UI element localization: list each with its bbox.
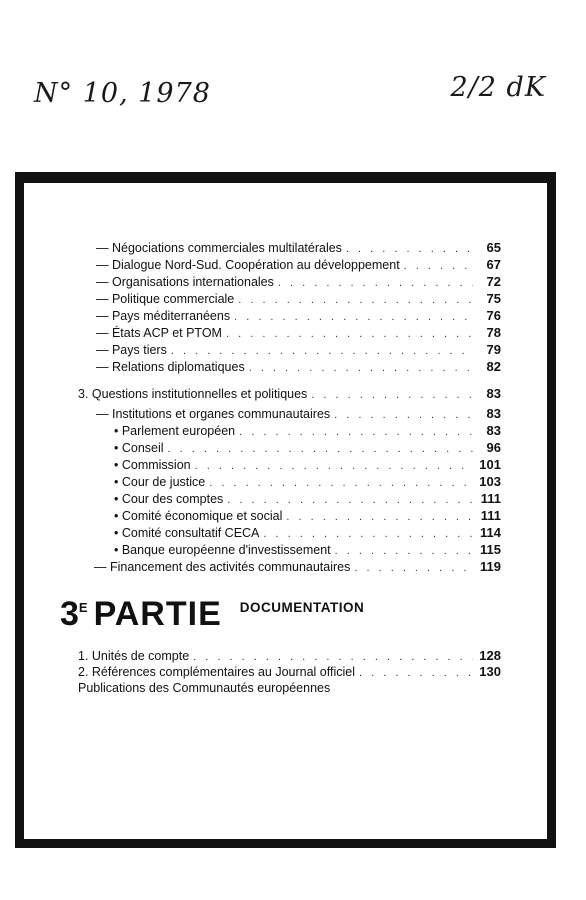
dot-leader xyxy=(346,241,473,257)
toc-entry-label: • Cour de justice xyxy=(114,475,206,489)
toc-entry-page: 111 xyxy=(480,491,501,506)
toc-entry-page: 115 xyxy=(480,542,501,557)
toc-entry-page: 75 xyxy=(486,291,501,306)
dot-leader xyxy=(238,292,473,308)
toc-entry-page: 67 xyxy=(486,257,501,272)
toc-entry-label: • Cour des comptes xyxy=(114,492,224,506)
part-superscript: E xyxy=(78,600,88,615)
toc-entry xyxy=(78,664,501,681)
toc-entry-label: 2. Références complémentaires au Journal officiel xyxy=(78,665,355,679)
dot-leader xyxy=(354,560,473,576)
handwritten-issue-number: N° 10, 1978 xyxy=(34,78,211,109)
toc-entry xyxy=(96,342,501,359)
toc-entry xyxy=(78,648,501,665)
toc-entry-label: • Banque européenne d'investissement xyxy=(114,543,331,557)
toc-entry-label: — Négociations commerciales multilatérales xyxy=(96,241,342,255)
toc-entry-label: 3. Questions institutionnelles et politiques xyxy=(78,387,308,401)
toc-entry-label: • Comité consultatif CECA xyxy=(114,526,260,540)
toc-entry-label: — Relations diplomatiques xyxy=(96,360,245,374)
toc-subentry xyxy=(114,542,501,559)
dot-leader xyxy=(334,407,473,423)
toc-entry-page: 128 xyxy=(479,648,501,663)
toc-entry-page: 83 xyxy=(486,386,501,401)
toc-subentry xyxy=(114,491,501,508)
toc-subentry xyxy=(114,423,501,440)
toc-entry-page: 79 xyxy=(486,342,501,357)
toc-entry-label: • Conseil xyxy=(114,441,164,455)
part-number: 3 xyxy=(60,595,79,633)
toc-subentry xyxy=(114,440,501,457)
toc-entry xyxy=(96,240,501,257)
toc-entry-label: — États ACP et PTOM xyxy=(96,326,222,340)
toc-entry-label: • Commission xyxy=(114,458,191,472)
toc-entry-page: 83 xyxy=(486,423,501,438)
toc-entry-page: 114 xyxy=(480,525,501,540)
toc-entry-page: 65 xyxy=(486,240,501,255)
dot-leader xyxy=(286,509,473,525)
toc-entry xyxy=(96,325,501,342)
dot-leader xyxy=(193,649,473,665)
toc-entry-label: — Institutions et organes communautaires xyxy=(96,407,331,421)
toc-entry xyxy=(96,257,501,274)
toc-entry-label: • Parlement européen xyxy=(114,424,236,438)
toc-entry xyxy=(96,291,501,308)
dot-leader xyxy=(239,424,473,440)
toc-section-heading xyxy=(78,386,501,403)
toc-entry xyxy=(96,359,501,376)
toc-entry-page: 72 xyxy=(486,274,501,289)
toc-closing-line: Publications des Communautés européennes xyxy=(78,681,331,695)
dot-leader xyxy=(249,360,473,376)
toc-entry-label: — Politique commerciale xyxy=(96,292,235,306)
part-title: PARTIE xyxy=(93,595,222,633)
dot-leader xyxy=(404,258,473,274)
toc-entry-label: — Financement des activités communautaires xyxy=(94,560,351,574)
toc-subentry xyxy=(114,474,501,491)
dot-leader xyxy=(195,458,473,474)
toc-entry-page: 78 xyxy=(486,325,501,340)
dot-leader xyxy=(226,326,473,342)
toc-entry xyxy=(96,308,501,325)
toc-entry-label: — Pays tiers xyxy=(96,343,167,357)
dot-leader xyxy=(278,275,473,291)
toc-subentry xyxy=(114,525,501,542)
toc-entry-page: 96 xyxy=(486,440,501,455)
toc-entry xyxy=(96,274,501,291)
toc-entry-page: 101 xyxy=(479,457,501,472)
dot-leader xyxy=(335,543,473,559)
dot-leader xyxy=(311,387,473,403)
dot-leader xyxy=(209,475,473,491)
toc-entry-page: 83 xyxy=(486,406,501,421)
handwritten-page-mark: 2/2 dK xyxy=(450,72,546,103)
part-heading xyxy=(60,596,364,632)
dot-leader xyxy=(171,343,473,359)
toc-entry-label: — Pays méditerranéens xyxy=(96,309,231,323)
toc-entry-label: — Dialogue Nord-Sud. Coopération au développement xyxy=(96,258,400,272)
toc-entry xyxy=(94,559,501,576)
toc-entry-page: 119 xyxy=(480,559,501,574)
toc-entry-label: — Organisations internationales xyxy=(96,275,274,289)
toc-entry-page: 76 xyxy=(486,308,501,323)
dot-leader xyxy=(227,492,473,508)
toc-entry-page: 130 xyxy=(479,664,501,679)
part-subtitle: DOCUMENTATION xyxy=(239,600,365,615)
dot-leader xyxy=(168,441,473,457)
dot-leader xyxy=(234,309,473,325)
toc-subentry xyxy=(114,508,501,525)
toc-entry-page: 82 xyxy=(486,359,501,374)
toc-entry-page: 103 xyxy=(479,474,501,489)
dot-leader xyxy=(359,665,473,681)
toc-entry-page: 111 xyxy=(480,508,501,523)
toc-entry xyxy=(96,406,501,423)
toc-entry-label: 1. Unités de compte xyxy=(78,649,190,663)
dot-leader xyxy=(263,526,473,542)
toc-subentry xyxy=(114,457,501,474)
toc-entry-label: • Comité économique et social xyxy=(114,509,283,523)
